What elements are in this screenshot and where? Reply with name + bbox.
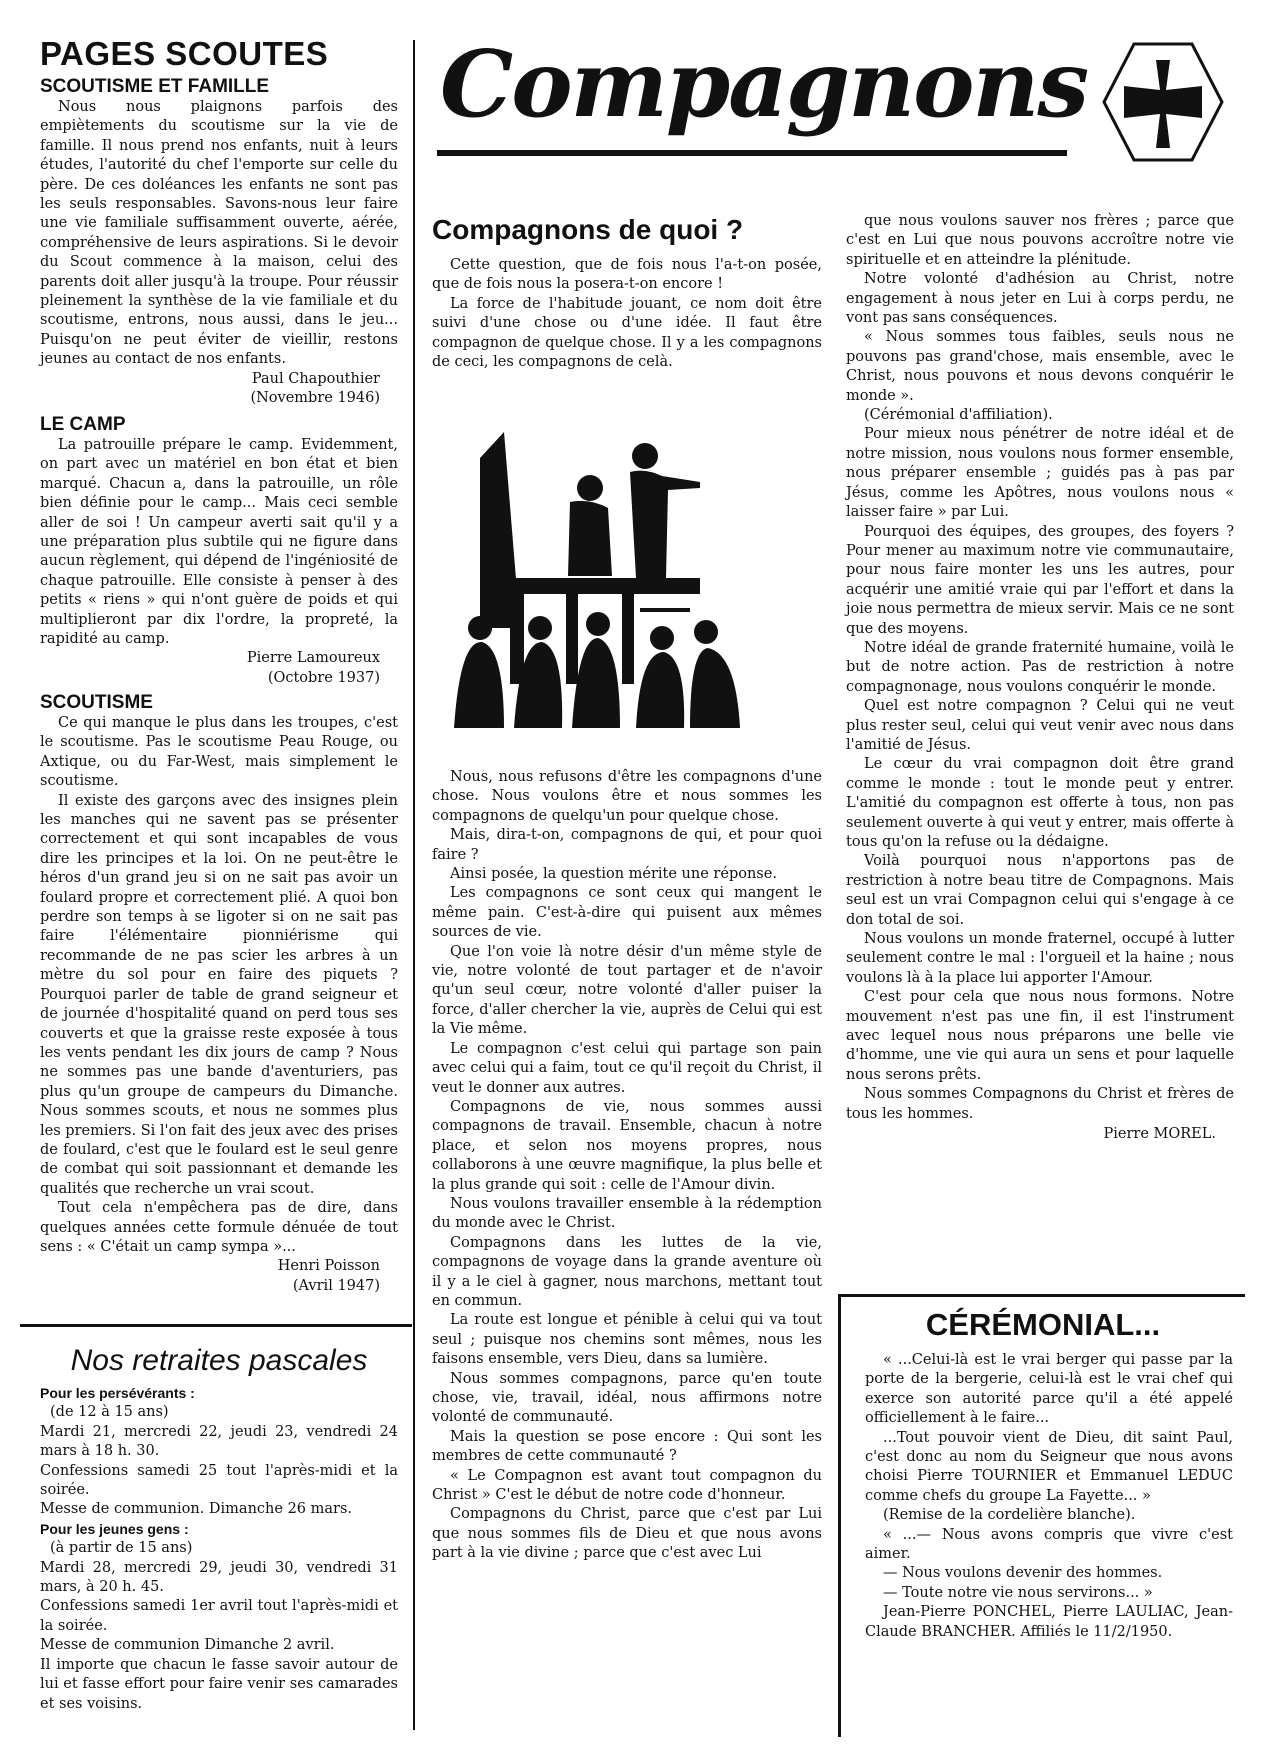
paragraph: Le cœur du vrai compagnon doit être grand comme le monde : tout le monde peut y entrer. L'amitié du compagnon est offerte à tous, non pas seulement ouverte à qui veut y entrer, mais offerte à tous qu'on la refuse ou la dédaigne. xyxy=(846,756,1234,850)
ceremonial-box xyxy=(838,1294,1245,1737)
left-column xyxy=(40,34,398,409)
paragraph: Pourquoi des équipes, des groupes, des foyers ? Pour mener au maximum notre vie communautaire, pour nous faire monter les uns les autres, pour acquérir une amitié vraie qui par l'effort et dans la joie nous permettra de mieux servir. Mais ce ne sont que des moyens. xyxy=(846,523,1234,637)
paragraph: Voilà pourquoi nous n'apportons pas de restriction à notre beau titre de Compagnons. Mais seul est un vrai Compagnon celui qui s'engage à ce don total de soi. xyxy=(846,853,1234,928)
paragraph: Tout cela n'empêchera pas de dire, dans quelques années cette formule dénuée de tout sens : « C'était un camp sympa »... xyxy=(40,1200,398,1255)
paragraph: Nous sommes compagnons, parce qu'en toute chose, vie, travail, idéal, nous affirmons notre volonté de communauté. xyxy=(432,1370,822,1426)
section-heading-camp: LE CAMP xyxy=(40,414,126,435)
retraite-line: Mardi 21, mercredi 22, jeudi 23, vendredi 24 mars à 18 h. 30. xyxy=(40,1423,398,1460)
paragraph: Ce qui manque le plus dans les troupes, c'est le scoutisme. Pas le scoutisme Peau Rouge, ou Axtique, ou du Far-West, mais simplement le scoutisme. xyxy=(40,715,398,790)
retraite-line: (à partir de 15 ans) xyxy=(50,1540,193,1557)
paragraph: Nous voulons travailler ensemble à la rédemption du monde avec le Christ. xyxy=(432,1195,822,1232)
article-body xyxy=(432,768,822,1564)
section-famille xyxy=(40,98,398,409)
section-heading-retraites: Nos retraites pascales xyxy=(70,1344,368,1377)
paragraph: Compagnons du Christ, parce que c'est par Lui que nous sommes fils de Dieu et que nous avons part à la vie divine ; parce que c'est avec Lui xyxy=(432,1506,822,1562)
article-column-1 xyxy=(432,214,822,372)
paragraph: Pour mieux nous pénétrer de notre idéal et de notre mission, nous voulons nous former ensemble, nous préparer ensemble ; guidés pas à pas par Jésus, comme les Apôtres, nous voulons nous « laisser faire » par Lui. xyxy=(846,426,1234,521)
paragraph: Notre idéal de grande fraternité humaine, voilà le but de notre action. Pas de restriction à notre compagnonage, nous voulons conquérir le monde. xyxy=(846,639,1234,695)
section-divider xyxy=(20,1324,412,1327)
paragraph: — Toute notre vie nous servirons... » xyxy=(883,1584,1153,1601)
retraite-line: Il importe que chacun le fasse savoir autour de lui et fasse effort pour faire venir ses camarades et ses voisins. xyxy=(40,1656,398,1712)
paragraph: (Cérémonial d'affiliation). xyxy=(864,407,1053,424)
paragraph: Nous nous plaignons parfois des empiètements du scoutisme sur la vie de famille. Il nous prend nos enfants, nuit à leurs études, l'autorité du chef l'emporte sur celle du père. De ces doléances les enfants ne sont pas les seuls responsables. Savons-nous leur faire une vie familiale suffisamment ouverte, aérée, compréhensive de leurs aspirations. Si le devoir du Scout commence à la maison, celui des parents doit aller jusqu'à la troupe. Pour réussir pleinement la synthèse de la vie familiale et du scoutisme, entrons, nous aussi, dans le jeu... Puisqu'on ne peut éviter de vieillir, restons jeunes au contact de nos enfants. xyxy=(40,99,398,368)
signature: (Avril 1947) xyxy=(292,1277,380,1294)
paragraph: Quel est notre compagnon ? Celui qui ne veut plus rester seul, celui qui veut venir avec nous dans l'amitié de Jésus. xyxy=(846,698,1234,753)
paragraph: que nous voulons sauver nos frères ; parce que c'est en Lui que nous pouvons accroître notre vie spirituelle et en atteindre la plénitude. xyxy=(846,213,1234,268)
paragraph: Le compagnon c'est celui qui partage son pain avec celui qui a faim, tout ce qu'il reçoit du Christ, il veut le donner aux autres. xyxy=(432,1040,822,1096)
retraite-line: Pour les persévérants : xyxy=(40,1385,195,1401)
retraite-line: Messe de communion Dimanche 2 avril. xyxy=(40,1637,335,1654)
signature: Henri Poisson xyxy=(277,1258,380,1275)
paragraph: Nous sommes Compagnons du Christ et frères de tous les hommes. xyxy=(846,1086,1234,1122)
article-column-1-body xyxy=(432,768,822,1564)
retraite-line: (de 12 à 15 ans) xyxy=(50,1404,169,1421)
paragraph: Compagnons de vie, nous sommes aussi compagnons de travail. Ensemble, chacun à notre place, et selon nos moyens propres, nous collaborons à une œuvre magnifique, la plus belle et la plus grande qui soit : celle de l'Amour divin. xyxy=(432,1098,822,1193)
left-column-retraites xyxy=(40,1344,398,1714)
left-column-scoutisme xyxy=(40,692,398,1296)
article-signature: Pierre MOREL. xyxy=(1103,1126,1216,1143)
page-title: PAGES SCOUTES xyxy=(40,35,329,72)
article-intro xyxy=(432,256,822,372)
signature: (Octobre 1937) xyxy=(267,669,380,686)
section-camp xyxy=(40,436,398,688)
compagnons-logo-title: Compagnons xyxy=(440,30,1088,138)
left-column-camp xyxy=(40,414,398,688)
section-heading-famille: SCOUTISME ET FAMILLE xyxy=(40,76,270,97)
paragraph: « ...Celui-là est le vrai berger qui passe par la porte de la bergerie, celui-là est le vrai chef qui exerce son autorité parce qu'il a été appelé officiellement à le faire... xyxy=(865,1352,1233,1427)
column-divider xyxy=(413,40,415,1730)
paragraph: Mais, dira-t-on, compagnons de qui, et pour quoi faire ? xyxy=(432,827,822,863)
paragraph: Nous voulons un monde fraternel, occupé à lutter seulement contre le mal : l'orgueil et la haine ; nous voulons là à la place lui apporter l'Amour. xyxy=(846,931,1234,986)
paragraph: Que l'on voie là notre désir d'un même style de vie, notre volonté de tout partager et de n'avoir qu'un seul cœur, notre volonté d'aller puiser la force, d'aller chercher la vie, auprès de Celui qui est la Vie même. xyxy=(432,943,822,1038)
paragraph: Il existe des garçons avec des insignes plein les manches qui ne savent pas se présenter correctement et qui sont incapables de vous dire les principes et la loi. On ne peut-être le héros d'un grand jeu si on ne sait pas avoir un foulard propre et correctement plié. A quoi bon perdre son temps à se ligoter si on ne sait pas faire l'élémentaire pionniérisme qui recommande de ne pas scier les arbres à un mètre du sol pour en faire des piquets ? Pourquoi parler de table de grand seigneur et de journée d'hospitalité quand on perd tous ses couverts et que la graisse reste exposée à tous les vents pendant les dix jours de camp ? Nous ne sommes pas une bande d'aventuriers, pas plus qu'un groupe de campeurs du Dimanche. Nous sommes scouts, et nous ne sommes plus les premiers. Si l'on fait des jeux avec des prises de foulard, c'est que le foulard est le seul genre de combat qui soit passionnant et demande les qualités que recherche un vrai scout. xyxy=(40,792,398,1197)
paragraph: « ...— Nous avons compris que vivre c'est aimer. xyxy=(865,1526,1233,1563)
paragraph: (Remise de la cordelière blanche). xyxy=(883,1507,1136,1524)
section-scoutisme xyxy=(40,714,398,1296)
signature: Paul Chapouthier xyxy=(251,370,380,387)
compagnons-illustration xyxy=(440,428,820,746)
retraite-line: Pour les jeunes gens : xyxy=(40,1520,189,1537)
paragraph: C'est pour cela que nous nous formons. Notre mouvement n'est pas une fin, il est l'instrument avec lequel nous nous préparons une belle vie d'homme, une vie qui aura un sens et pour laquelle nous serons prêts. xyxy=(846,989,1234,1083)
cross-emblem-icon xyxy=(1098,40,1228,165)
retraite-line: Confessions samedi 25 tout l'après-midi et la soirée. xyxy=(40,1462,398,1499)
paragraph: Jean-Pierre PONCHEL, Pierre LAULIAC, Jean-Claude BRANCHER. Affiliés le 11/2/1950. xyxy=(865,1604,1233,1640)
paragraph: Compagnons dans les luttes de la vie, compagnons de voyage dans la grande aventure où il y a le ciel à gagner, nous marchons, mettant tout en commun. xyxy=(432,1234,822,1309)
paragraph: — Nous voulons devenir des hommes. xyxy=(883,1565,1163,1582)
paragraph: Nous, nous refusons d'être les compagnons d'une chose. Nous voulons être et nous sommes les compagnons de quelqu'un pour quelque chose. xyxy=(432,769,822,824)
ceremonial-heading: CÉRÉMONIAL... xyxy=(925,1307,1161,1342)
masthead-underline xyxy=(437,150,1067,156)
paragraph: Ainsi posée, la question mérite une réponse. xyxy=(450,866,777,883)
retraites-list xyxy=(40,1384,398,1714)
paragraph: Mais la question se pose encore : Qui sont les membres de cette communauté ? xyxy=(432,1428,822,1465)
section-heading-scoutisme: SCOUTISME xyxy=(40,692,153,713)
ceremonial-text xyxy=(841,1351,1245,1642)
article-column-2 xyxy=(846,212,1234,1142)
paragraph: Cette question, que de fois nous l'a-t-on posée, que de fois nous la posera-t-on encore ! xyxy=(432,257,822,293)
signature: Pierre Lamoureux xyxy=(246,650,380,667)
paragraph: La patrouille prépare le camp. Evidemment, on part avec un matériel en bon état et bien marqué. Chacun a, dans la patrouille, un rôle bien définie pour le camp... Mais ceci semble aller de soi ! Un campeur averti sait qu'il y a une préparation plus subtile qui ne figure dans aucun règlement, qui dépend de l'ingéniosité de chaque patrouille. Elle consiste à penser à des petits « riens » qui n'ont guère de poids et qui multiplieront par dix l'ordre, la propreté, la rapidité au camp. xyxy=(40,437,398,648)
article-heading: Compagnons de quoi ? xyxy=(432,214,744,245)
paragraph: « Nous sommes tous faibles, seuls nous ne pouvons pas grand'chose, mais ensemble, avec le Christ, nous pouvons et nous devons conquérir le monde ». xyxy=(846,329,1234,404)
paragraph: La route est longue et pénible à celui qui va tout seul ; puisque nos chemins sont mêmes, nous les faisons ensemble, vers Dieu, dans sa lumière. xyxy=(432,1312,822,1368)
retraite-line: Messe de communion. Dimanche 26 mars. xyxy=(40,1501,353,1518)
paragraph: ...Tout pouvoir vient de Dieu, dit saint Paul, c'est donc au nom du Seigneur que nous avons choisi Pierre TOURNIER et Emmanuel LEDUC comme chefs du groupe La Fayette... » xyxy=(865,1429,1233,1504)
retraite-line: Mardi 28, mercredi 29, jeudi 30, vendredi 31 mars, à 20 h. 45. xyxy=(40,1559,398,1596)
signature: (Novembre 1946) xyxy=(250,390,380,407)
retraite-line: Confessions samedi 1er avril tout l'après-midi et la soirée. xyxy=(40,1598,398,1634)
paragraph: Notre volonté d'adhésion au Christ, notre engagement à nous jeter en Lui à corps perdu, ne vont pas sans conséquences. xyxy=(846,271,1234,327)
paragraph: « Le Compagnon est avant tout compagnon du Christ » C'est le début de notre code d'honneur. xyxy=(432,1467,822,1504)
paragraph: Les compagnons ce sont ceux qui mangent le même pain. C'est-à-dire qui puisent aux mêmes sources de vie. xyxy=(432,885,822,941)
paragraph: La force de l'habitude jouant, ce nom doit être suivi d'une chose ou d'une idée. Il faut être compagnon de quelque chose. Il y a les compagnons de ceci, les compagnons de celà. xyxy=(432,295,822,371)
article-body-continued xyxy=(846,212,1234,1124)
